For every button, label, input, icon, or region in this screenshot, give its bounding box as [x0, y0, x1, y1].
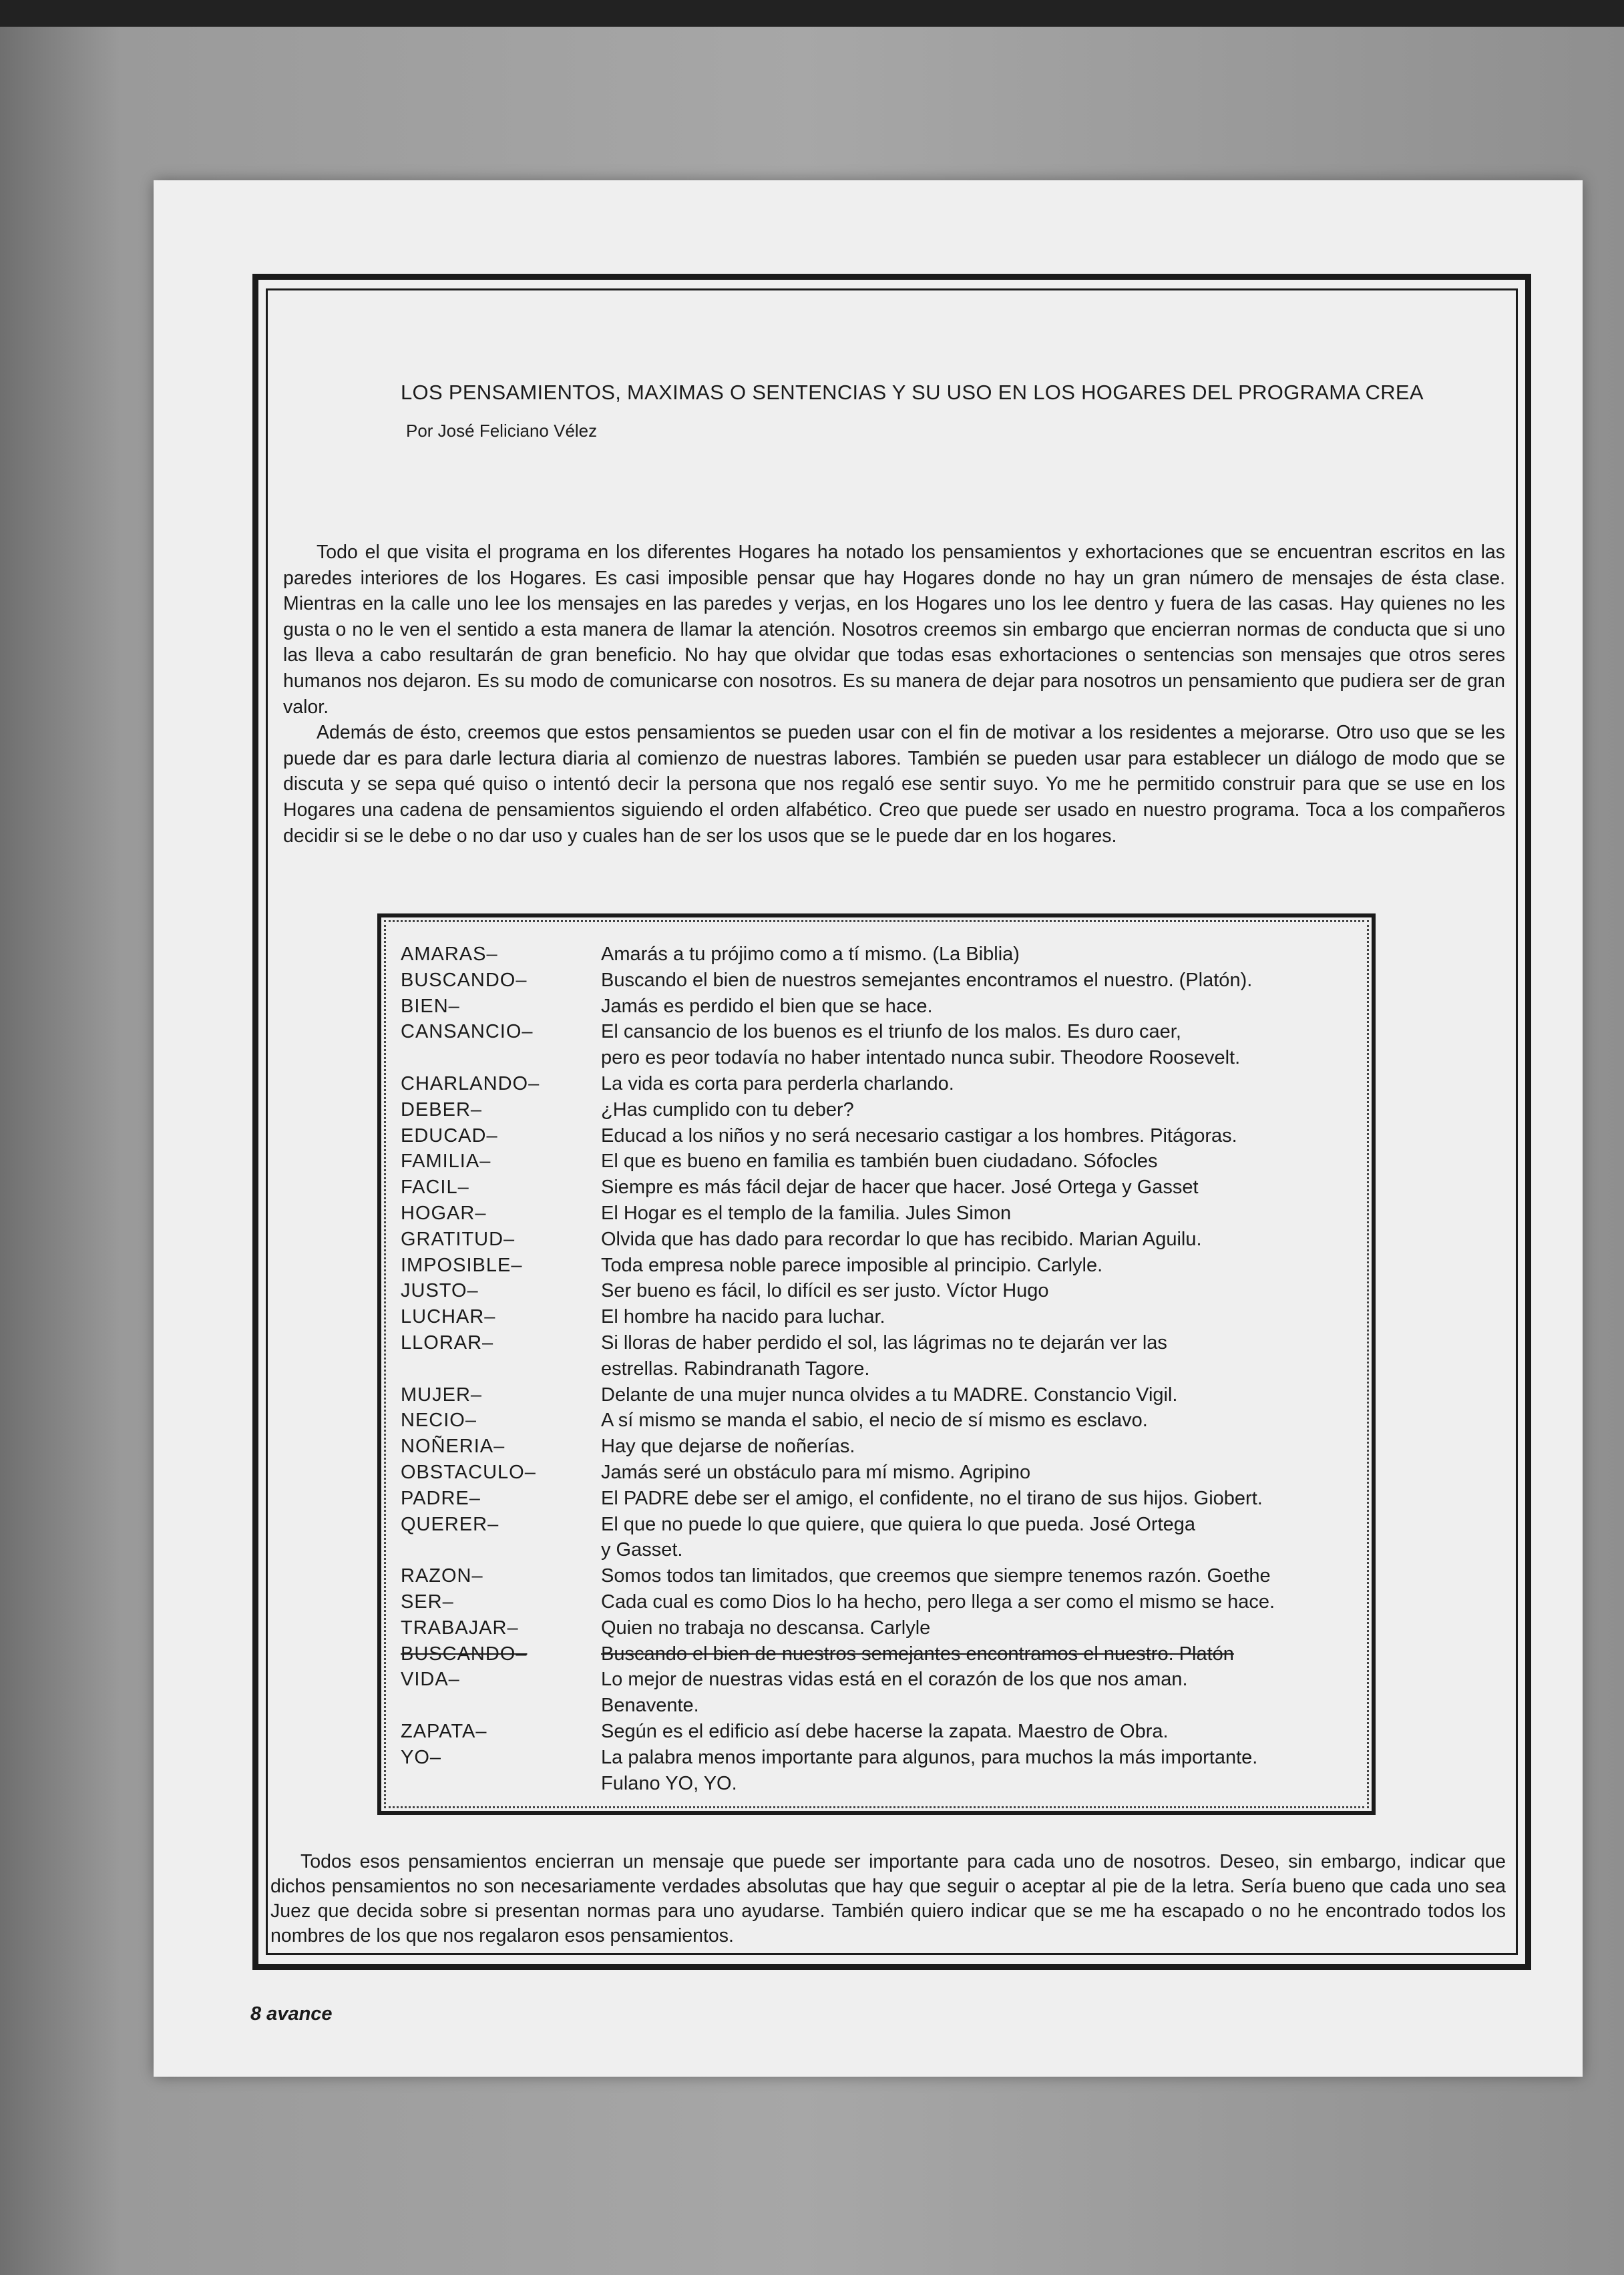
maxim-keyword: BUSCANDO–	[401, 1643, 528, 1665]
maxim-line: Olvida que has dado para recordar lo que has recibido. Marian Aguilu.	[601, 1228, 1202, 1250]
maxim-keyword: CHARLANDO–	[401, 1072, 540, 1094]
article-byline: Por José Feliciano Vélez	[406, 421, 598, 441]
maxim-text	[601, 1460, 1362, 1486]
maxim-line: Delante de una mujer nunca olvides a tu MADRE. Constancio Vigil.	[601, 1384, 1178, 1406]
maxim-keyword: ZAPATA–	[401, 1720, 487, 1742]
maxim-text	[601, 968, 1362, 994]
maxim-entry	[401, 1175, 1362, 1201]
maxim-keyword: BIEN–	[401, 995, 460, 1017]
maxim-text	[601, 1123, 1362, 1149]
maxim-entry	[401, 1641, 1362, 1667]
maxim-keyword: LLORAR–	[401, 1331, 494, 1354]
maxim-text	[601, 1486, 1362, 1512]
maxim-line: pero es peor todavía no haber intentado nunca subir. Theodore Roosevelt.	[601, 1047, 1241, 1069]
maxim-line: Toda empresa noble parece imposible al principio. Carlyle.	[601, 1254, 1103, 1276]
intro-paragraph-1: Todo el que visita el programa en los diferentes Hogares ha notado los pensamientos y exhortaciones que se encuentran escritos en las paredes interiores de los Hogares. Es casi imposible pensar que hay Hogares donde no hay un gran número de mensajes de ésta clase. Mientras en la calle uno lee los mensajes en las paredes y verjas, en los Hogares uno los lee dentro y fuera de las casas. Hay quienes no les gusta o no le ven el sentido a esta manera de llamar la atención. Nosotros creemos sin embargo que encierran normas de conducta que si uno las lleva a cabo resultarán de gran beneficio. No hay que olvidar que todas esas exhortaciones o sentencias son mensajes que otros seres humanos nos dejaron. Es su modo de comunicarse con nosotros. Es su manera de dejar para nosotros un pensamiento que pudiera ser de gran valor.	[283, 542, 1505, 718]
maxim-entry	[401, 1097, 1362, 1123]
maxim-entry	[401, 1278, 1362, 1304]
maxim-keyword: SER–	[401, 1591, 454, 1613]
maxim-text	[601, 1641, 1362, 1667]
maxim-line: Hay que dejarse de noñerías.	[601, 1436, 855, 1458]
maxim-line: Si lloras de haber perdido el sol, las lágrimas no te dejarán ver las	[601, 1331, 1167, 1354]
maxim-keyword: FACIL–	[401, 1177, 469, 1199]
maxim-text	[601, 1175, 1362, 1201]
maxim-entry	[401, 1460, 1362, 1486]
maxim-text	[601, 1512, 1362, 1564]
maxim-keyword: DEBER–	[401, 1098, 483, 1120]
maxim-entry	[401, 1382, 1362, 1408]
maxim-entry	[401, 1123, 1362, 1149]
maxim-text	[601, 1589, 1362, 1615]
maxim-text	[601, 1719, 1362, 1745]
maxim-text	[601, 1304, 1362, 1330]
intro-text	[283, 540, 1505, 849]
maxim-text	[601, 1278, 1362, 1304]
maxim-keyword: FAMILIA–	[401, 1151, 491, 1173]
maxim-text	[601, 1745, 1362, 1797]
intro-paragraph-2: Además de ésto, creemos que estos pensamientos se pueden usar con el fin de motivar a los residentes a mejorarse. Otro uso que se les puede dar es para darle lectura diaria al comienzo de nuestras labores. También se pueden usar para establecer un diálogo de modo que se discuta y se sepa qué quiso o intentó decir la persona que nos regaló ese sentir suyo. Yo me he permitido construir para que se use en los Hogares una cadena de pensamientos siguiendo el orden alfabético. Creo que puede ser usado en nuestro programa. Toca a los compañeros decidir si se le debe o no dar uso y cuales han de ser los usos que se le puede dar en los hogares.	[283, 722, 1505, 847]
maxim-entry	[401, 1019, 1362, 1071]
maxim-line: Cada cual es como Dios lo ha hecho, pero llega a ser como el mismo se hace.	[601, 1591, 1275, 1613]
maxim-keyword: RAZON–	[401, 1565, 483, 1587]
maxim-entry	[401, 1615, 1362, 1641]
maxim-line: estrellas. Rabindranath Tagore.	[601, 1358, 870, 1380]
maxim-keyword: QUERER–	[401, 1513, 499, 1535]
maxim-line: Lo mejor de nuestras vidas está en el corazón de los que nos aman.	[601, 1669, 1188, 1691]
scan-top-edge	[0, 0, 1624, 27]
maxim-keyword: YO–	[401, 1746, 442, 1768]
maxim-line: La vida es corta para perderla charlando.	[601, 1072, 954, 1094]
maxim-entry	[401, 1512, 1362, 1564]
maxim-line: Buscando el bien de nuestros semejantes encontramos el nuestro. Platón	[601, 1643, 1234, 1665]
maxim-line: El hombre ha nacido para luchar.	[601, 1306, 885, 1328]
maxim-line: Quien no trabaja no descansa. Carlyle	[601, 1617, 931, 1639]
maxim-line: El que no puede lo que quiere, que quiera lo que pueda. José Ortega	[601, 1513, 1196, 1535]
maxim-keyword: CANSANCIO–	[401, 1021, 534, 1043]
maxim-keyword: OBSTACULO–	[401, 1461, 536, 1483]
maxim-entry	[401, 1253, 1362, 1279]
maxim-line: Jamás seré un obstáculo para mí mismo. Agripino	[601, 1461, 1031, 1483]
maxim-line: Ser bueno es fácil, lo difícil es ser justo. Víctor Hugo	[601, 1280, 1049, 1302]
maxim-text	[601, 1071, 1362, 1097]
maxim-entry	[401, 1408, 1362, 1434]
article-title: LOS PENSAMIENTOS, MAXIMAS O SENTENCIAS Y SU USO EN LOS HOGARES DEL PROGRAMA CREA	[401, 381, 1424, 404]
maxim-entry	[401, 1304, 1362, 1330]
maxim-entry	[401, 1486, 1362, 1512]
maxim-entry	[401, 1227, 1362, 1253]
maxim-entry	[401, 942, 1362, 968]
page-footer: 8 avance	[250, 2003, 333, 2025]
maxim-keyword: HOGAR–	[401, 1202, 487, 1224]
maxim-entry	[401, 1149, 1362, 1175]
maxim-keyword: PADRE–	[401, 1487, 481, 1509]
maxim-line: Amarás a tu prójimo como a tí mismo. (La Biblia)	[601, 944, 1020, 965]
maxim-line: Jamás es perdido el bien que se hace.	[601, 995, 933, 1017]
maxim-keyword: BUSCANDO–	[401, 969, 528, 991]
maxim-keyword: JUSTO–	[401, 1280, 479, 1302]
maxim-keyword: GRATITUD–	[401, 1228, 516, 1250]
maxim-keyword: IMPOSIBLE–	[401, 1254, 523, 1276]
maxim-line: ¿Has cumplido con tu deber?	[601, 1098, 854, 1120]
maxim-keyword: VIDA–	[401, 1669, 460, 1691]
maxim-line: Educad a los niños y no será necesario castigar a los hombres. Pitágoras.	[601, 1124, 1237, 1147]
maxim-line: El cansancio de los buenos es el triunfo de los malos. Es duro caer,	[601, 1021, 1181, 1043]
maxim-entry	[401, 1589, 1362, 1615]
maxim-keyword: EDUCAD–	[401, 1124, 498, 1147]
maxim-keyword: LUCHAR–	[401, 1306, 496, 1328]
maxim-line: Siempre es más fácil dejar de hacer que hacer. José Ortega y Gasset	[601, 1177, 1199, 1199]
maxim-text	[601, 1227, 1362, 1253]
maxim-text	[601, 1563, 1362, 1589]
maxim-text	[601, 1667, 1362, 1719]
maxim-line: Somos todos tan limitados, que creemos que siempre tenemos razón. Goethe	[601, 1565, 1271, 1587]
maxim-line: Según es el edificio así debe hacerse la zapata. Maestro de Obra.	[601, 1720, 1169, 1742]
maxim-line: Benavente.	[601, 1695, 699, 1717]
maxim-line: y Gasset.	[601, 1539, 683, 1561]
maxim-entry	[401, 1434, 1362, 1460]
maxim-entry	[401, 968, 1362, 994]
maxim-keyword: MUJER–	[401, 1384, 483, 1406]
maxim-line: Fulano YO, YO.	[601, 1772, 737, 1794]
maxim-text	[601, 1097, 1362, 1123]
closing-paragraph: Todos esos pensamientos encierran un mensaje que puede ser importante para cada uno de nosotros. Deseo, sin embargo, indicar que dichos pensamientos no son necesariamente verdades absolutas que hay que seguir o aceptar al pie de la letra. Sería bueno que cada uno sea Juez que decida sobre si presentan normas para uno ayudarse. También quiero indicar que se me ha escapado o no he encontrado todos los nombres de los que nos regalaron esos pensamientos.	[270, 1851, 1506, 1946]
maxim-keyword: TRABAJAR–	[401, 1617, 519, 1639]
maxim-line: La palabra menos importante para algunos, para muchos la más importante.	[601, 1746, 1258, 1768]
maxim-entry	[401, 1330, 1362, 1382]
maxim-text	[601, 1408, 1362, 1434]
maxim-line: El Hogar es el templo de la familia. Jules Simon	[601, 1202, 1012, 1224]
maxim-line: A sí mismo se manda el sabio, el necio de sí mismo es esclavo.	[601, 1410, 1148, 1432]
maxim-text	[601, 1019, 1362, 1071]
maxim-entry	[401, 1667, 1362, 1719]
maxim-line: Buscando el bien de nuestros semejantes encontramos el nuestro. (Platón).	[601, 969, 1253, 991]
maxim-text	[601, 1382, 1362, 1408]
maxim-text	[601, 1201, 1362, 1227]
maxim-entry	[401, 994, 1362, 1020]
maxim-keyword: AMARAS–	[401, 944, 498, 965]
maxim-text	[601, 1149, 1362, 1175]
maxim-keyword: NECIO–	[401, 1410, 477, 1432]
maxim-text	[601, 1615, 1362, 1641]
maxim-entry	[401, 1201, 1362, 1227]
maxims-list	[401, 942, 1362, 1796]
maxim-text	[601, 994, 1362, 1020]
maxim-entry	[401, 1071, 1362, 1097]
maxim-line: El que es bueno en familia es también buen ciudadano. Sófocles	[601, 1151, 1158, 1173]
maxim-text	[601, 1330, 1362, 1382]
maxim-line: El PADRE debe ser el amigo, el confidente, no el tirano de sus hijos. Giobert.	[601, 1487, 1263, 1509]
maxim-text	[601, 1434, 1362, 1460]
maxim-entry	[401, 1563, 1362, 1589]
maxim-entry	[401, 1719, 1362, 1745]
maxim-entry	[401, 1745, 1362, 1797]
maxim-text	[601, 1253, 1362, 1279]
maxim-keyword: NOÑERIA–	[401, 1436, 505, 1458]
maxim-text	[601, 942, 1362, 968]
